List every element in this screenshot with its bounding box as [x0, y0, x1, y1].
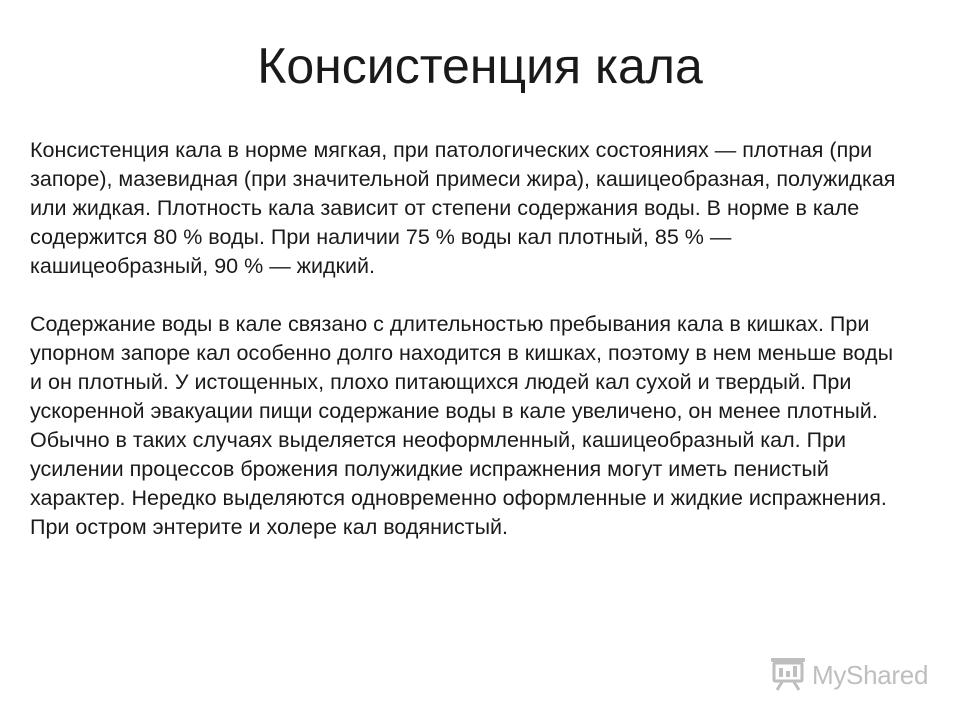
paragraph: Консистенция кала в норме мягкая, при патологических состояниях — плотная (при запоре), мазевидная (при значительной примеси жира), кашицеобразная, полужидкая или жидкая. Плотность кала зависит от степени содержания воды. В норме в кале содержится 80 % воды. При наличии 75 % воды кал плотный, 85 % — кашицеобразный, 90 % — жидкий.	[30, 138, 896, 278]
slide-title: Консистенция кала	[257, 38, 703, 94]
paragraph: Содержание воды в кале связано с длительностью пребывания кала в кишках. При упорном запоре кал особенно долго находится в кишках, поэтому в нем меньше воды и он плотный. У истощенных, плохо питающихся людей кал сухой и твердый. При ускоренной эвакуации пищи содержание воды в кале увеличено, он менее плотный. Обычно в таких случаях выделяется неоформленный, кашицеобразный кал. При усилении процессов брожения полужидкие испражнения могут иметь пенистый характер. Нередко выделяются одновременно оформленные и жидкие испражнения. При остром энтерите и холере кал водянистый.	[30, 312, 894, 539]
presentation-board-icon	[768, 654, 812, 697]
slide-body	[30, 136, 910, 542]
watermark-text: MyShared	[812, 659, 929, 690]
watermark-logo	[768, 655, 928, 695]
